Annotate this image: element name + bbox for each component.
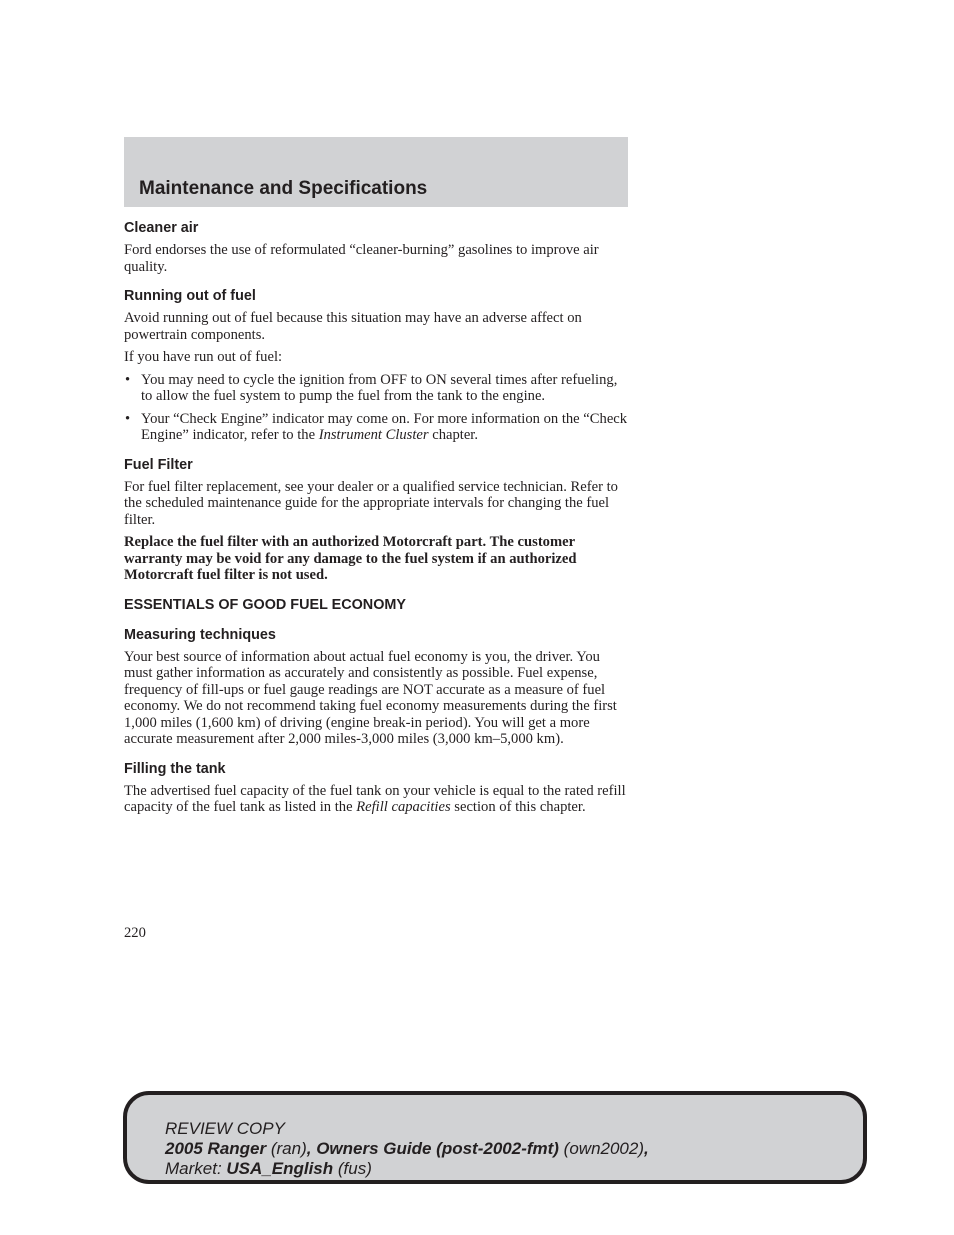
footer-comma: ,: [644, 1139, 649, 1158]
footer-guide-code: (own2002): [558, 1139, 645, 1158]
heading-filling-the-tank: Filling the tank: [124, 760, 226, 777]
paragraph-filling-text-end: section of this chapter.: [450, 799, 586, 815]
paragraph-measuring: Your best source of information about actual fuel economy is you, the driver. You must gather information as accurately and consistently as possible. Fuel expense, frequency of fill-ups or fuel gauge readings are NOT accurate as a measure of fuel economy. We do not recommend taking fuel economy measurements during the first 1,000 miles (1,600 km) of driving (engine break-in period). You will get a more accurate measurement after 2,000 miles-3,000 miles (3,000 km–5,000 km).: [124, 648, 617, 747]
heading-essentials: ESSENTIALS OF GOOD FUEL ECONOMY: [124, 596, 406, 613]
list-item-text: Your “Check Engine” indicator may come on. For more information on the “Check Engine” indicator, refer to the: [141, 410, 628, 443]
page-content: [124, 220, 630, 829]
paragraph-fuel-filter: For fuel filter replacement, see your dealer or a qualified service technician. Refer to the scheduled maintenance guide for the appropriate intervals for changing the fuel filter.: [124, 478, 618, 528]
page-number: 220: [124, 925, 146, 941]
heading-running-out-of-fuel: Running out of fuel: [124, 288, 256, 304]
footer-market: USA_English: [226, 1159, 334, 1178]
paragraph-filling-text: The advertised fuel capacity of the fuel tank on your vehicle is equal to the rated refill capacity of the fuel tank as listed in the: [124, 782, 626, 815]
section-filling-the-tank: [124, 761, 630, 816]
list-item-text: You may need to cycle the ignition from OFF to ON several times after refueling, to allow the fuel system to pump the fuel from the tank to the engine.: [141, 371, 618, 404]
footer-text: [165, 1119, 649, 1179]
footer-market-label: Market:: [165, 1159, 227, 1178]
footer-review-copy: REVIEW COPY: [165, 1119, 285, 1138]
warning-fuel-filter: Replace the fuel filter with an authorized Motorcraft part. The customer warranty may be void for any damage to the fuel system if an authorized Motorcraft fuel filter is not used.: [124, 534, 577, 583]
bullet-icon: •: [125, 410, 131, 427]
heading-measuring-techniques: Measuring techniques: [124, 626, 276, 643]
section-title: Maintenance and Specifications: [139, 178, 428, 199]
bullet-icon: •: [125, 371, 131, 388]
list-item-text-end: chapter.: [428, 427, 479, 443]
section-essentials: [124, 597, 630, 614]
chapter-reference: Instrument Cluster: [318, 427, 429, 443]
section-header-band: [124, 137, 628, 207]
refill-capacities-reference: Refill capacities: [356, 799, 451, 815]
footer-guide: , Owners Guide (post-2002-fmt): [306, 1139, 559, 1158]
footer-market-code: (fus): [333, 1159, 372, 1178]
section-running-out-of-fuel: [124, 288, 630, 444]
review-copy-footer: [123, 1091, 867, 1184]
section-measuring-techniques: [124, 627, 630, 748]
list-item: [124, 411, 630, 444]
section-cleaner-air: [124, 220, 630, 275]
paragraph-running-out-2: If you have run out of fuel:: [124, 349, 283, 365]
footer-model: 2005 Ranger: [165, 1139, 267, 1158]
footer-market-line: [165, 1159, 649, 1179]
heading-cleaner-air: Cleaner air: [124, 220, 199, 236]
footer-document-line: [165, 1139, 649, 1159]
bullet-list: [124, 372, 630, 444]
section-fuel-filter: [124, 457, 630, 584]
paragraph-running-out-1: Avoid running out of fuel because this situation may have an adverse affect on powertrain components.: [124, 310, 582, 343]
footer-model-code: (ran): [266, 1139, 307, 1158]
paragraph-filling: [124, 783, 630, 816]
paragraph-cleaner-air: Ford endorses the use of reformulated “cleaner-burning” gasolines to improve air quality.: [124, 242, 599, 275]
heading-fuel-filter: Fuel Filter: [124, 456, 193, 473]
list-item: [124, 372, 630, 405]
